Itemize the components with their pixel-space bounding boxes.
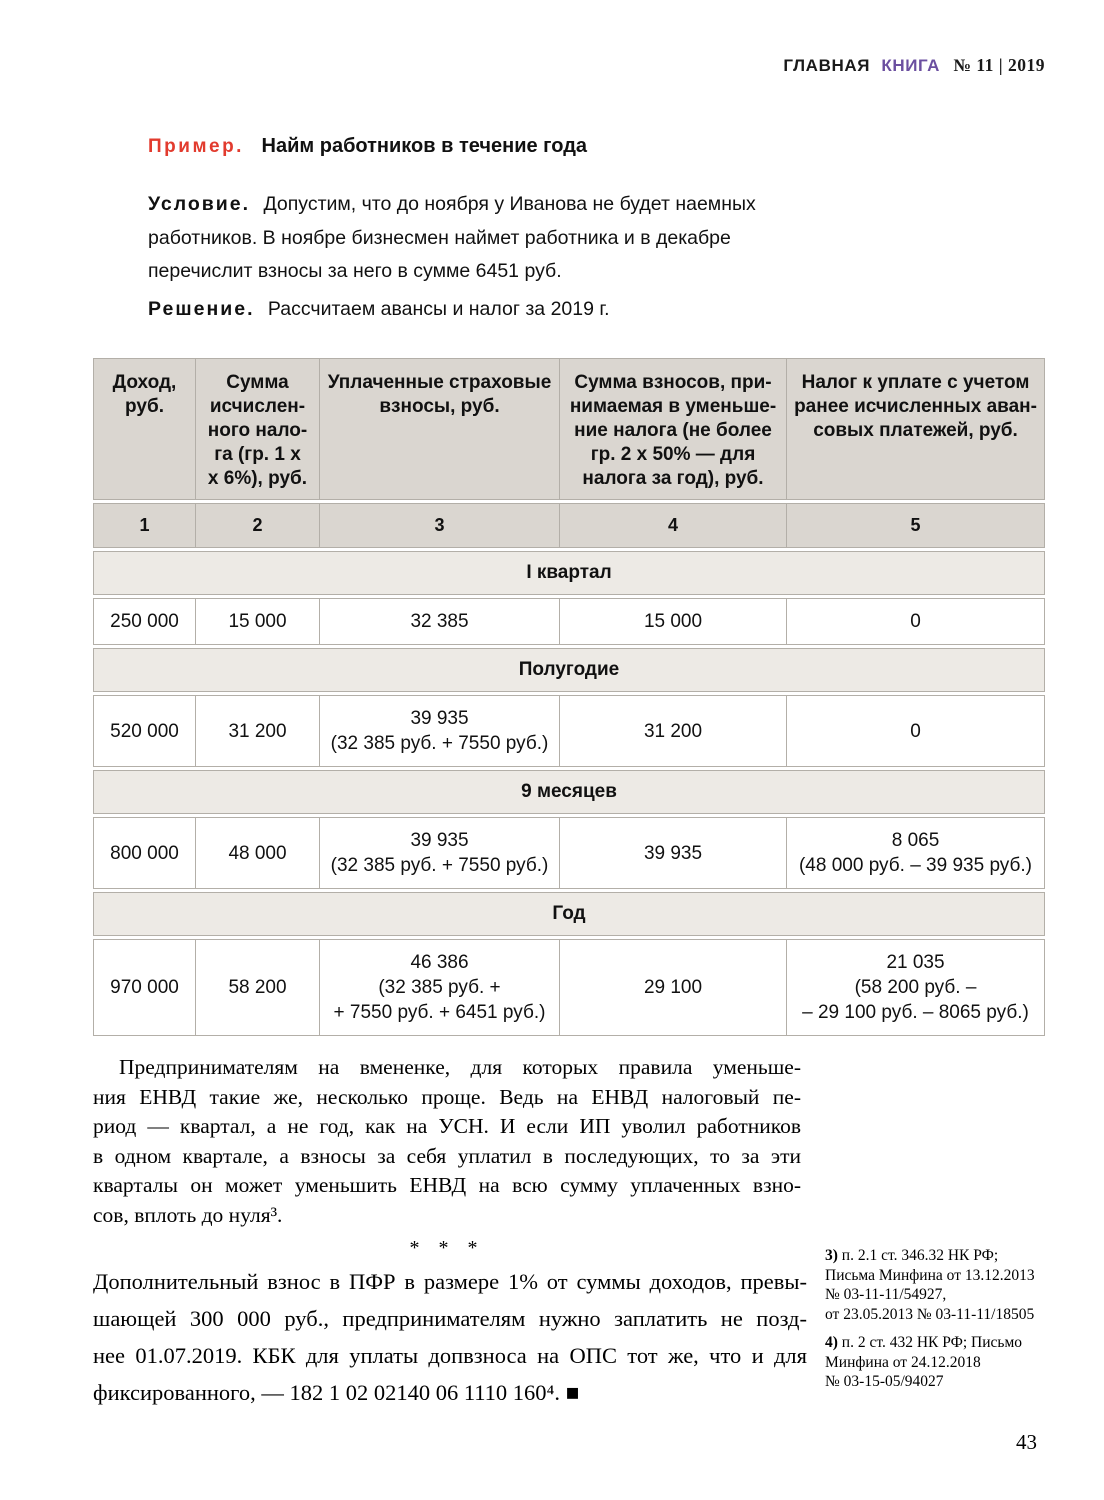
masthead-brand-black: ГЛАВНАЯ [783, 56, 871, 75]
closing-line: шающей 300 000 руб., предпринимателям нужно заплатить не позд- [93, 1306, 807, 1331]
solution-paragraph [148, 298, 848, 321]
table-cell: 32 385 [320, 598, 560, 645]
table-data-row [93, 598, 1045, 645]
solution-text: Рассчитаем авансы и налог за 2019 г. [267, 298, 610, 320]
page-number: 43 [1016, 1430, 1037, 1454]
table-header-cell: Сумма исчислен- ного нало- га (гр. 1 х х 6%), руб. [196, 358, 320, 500]
closing-line: Дополнительный взнос в ПФР в размере 1% от суммы доходов, превы- [93, 1269, 807, 1294]
table-header-cell: Налог к уплате с учетом ранее исчисленных аван- совых платежей, руб. [787, 358, 1045, 500]
footnote-text: п. 2.1 ст. 346.32 НК РФ; Письма Минфина от 13.12.2013 № 03-11-11/54927, от 23.05.2013 № 03-11-11/18505 [825, 1247, 1035, 1323]
table-cell: 46 386 (32 385 руб. + + 7550 руб. + 6451 руб.) [320, 939, 560, 1036]
table-cell: 250 000 [93, 598, 196, 645]
example-heading [148, 135, 587, 158]
table-cell: 0 [787, 598, 1045, 645]
table-cell: 15 000 [560, 598, 787, 645]
table-cell: 58 200 [196, 939, 320, 1036]
column-number-cell: 4 [560, 503, 787, 548]
table-data-row [93, 817, 1045, 889]
body-line: риод — квартал, а не год, как на УСН. И если ИП уволил работников [93, 1114, 801, 1138]
footnote-text: п. 2 ст. 432 НК РФ; Письмо Минфина от 24.12.2018 № 03-15-05/94027 [825, 1334, 1023, 1390]
condition-label: Условие. [148, 193, 251, 215]
calculation-table [93, 355, 1045, 1039]
condition-paragraph [148, 188, 758, 289]
table-cell: 800 000 [93, 817, 196, 889]
table-section-row [93, 892, 1045, 936]
footnote-marker: 3) [825, 1247, 838, 1264]
closing-line: нее 01.07.2019. КБК для уплаты допвзноса на ОПС тот же, что и для [93, 1343, 807, 1368]
masthead [783, 55, 1045, 76]
footnote-marker: 4) [825, 1334, 838, 1351]
column-number-cell: 3 [320, 503, 560, 548]
section-title: I квартал [93, 551, 1045, 595]
table-cell: 15 000 [196, 598, 320, 645]
table-header-cell: Доход, руб. [93, 358, 196, 500]
masthead-brand-purple: КНИГА [881, 56, 941, 75]
condition-text: Допустим, что до ноября у Иванова не будет наемных работников. В ноябре бизнесмен наймет работника и в декабре перечислит взносы за него в сумме 6451 руб. [148, 193, 756, 282]
table-cell: 8 065 (48 000 руб. – 39 935 руб.) [787, 817, 1045, 889]
table-cell: 21 035 (58 200 руб. – – 29 100 руб. – 8065 руб.) [787, 939, 1045, 1036]
table-data-row [93, 695, 1045, 767]
table-cell: 39 935 (32 385 руб. + 7550 руб.) [320, 695, 560, 767]
table-cell: 29 100 [560, 939, 787, 1036]
footnotes [825, 1246, 1079, 1401]
column-number-cell: 1 [93, 503, 196, 548]
example-label: Пример. [148, 136, 244, 157]
body-line: в одном квартале, а взносы за себя уплатил в последующих, то за эти [93, 1143, 801, 1168]
footnote-3 [825, 1246, 1079, 1324]
table-cell: 0 [787, 695, 1045, 767]
table-cell: 970 000 [93, 939, 196, 1036]
closing-paragraph [93, 1263, 807, 1411]
table-column-number-row [93, 503, 1045, 548]
table-section-row [93, 648, 1045, 692]
table-cell: 48 000 [196, 817, 320, 889]
column-number-cell: 5 [787, 503, 1045, 548]
section-title: Полугодие [93, 648, 1045, 692]
masthead-issue: № 11 | 2019 [953, 55, 1045, 75]
body-line: ния ЕНВД такие же, несколько проще. Ведь на ЕНВД налоговый пе- [93, 1084, 801, 1109]
body-line: сов, вплоть до нуля³. [93, 1202, 283, 1227]
table-header-cell: Уплаченные страховые взносы, руб. [320, 358, 560, 500]
table-cell: 39 935 [560, 817, 787, 889]
example-title: Найм работников в течение года [261, 135, 588, 157]
closing-line: фиксированного, — 182 1 02 02140 06 1110 160⁴. ■ [93, 1380, 580, 1405]
table-cell: 31 200 [560, 695, 787, 767]
section-title: Год [93, 892, 1045, 936]
column-number-cell: 2 [196, 503, 320, 548]
table-cell: 31 200 [196, 695, 320, 767]
body-line: кварталы он может уменьшить ЕНВД на всю сумму уплаченных взно- [93, 1173, 801, 1197]
table-cell: 520 000 [93, 695, 196, 767]
asterisk-separator: * * * [409, 1237, 485, 1259]
table-header-cell: Сумма взносов, при- нимаемая в уменьше- ние налога (не более гр. 2 х 50% — для налога за год), руб. [560, 358, 787, 500]
table-cell: 39 935 (32 385 руб. + 7550 руб.) [320, 817, 560, 889]
table-section-row [93, 770, 1045, 814]
table-header-row [93, 358, 1045, 500]
body-paragraph [93, 1053, 801, 1230]
table-section-row [93, 551, 1045, 595]
solution-label: Решение. [148, 298, 255, 320]
body-line: Предпринимателям на вмененке, для которых правила уменьше- [119, 1055, 801, 1079]
section-title: 9 месяцев [93, 770, 1045, 814]
table-data-row [93, 939, 1045, 1036]
footnote-4 [825, 1333, 1079, 1392]
